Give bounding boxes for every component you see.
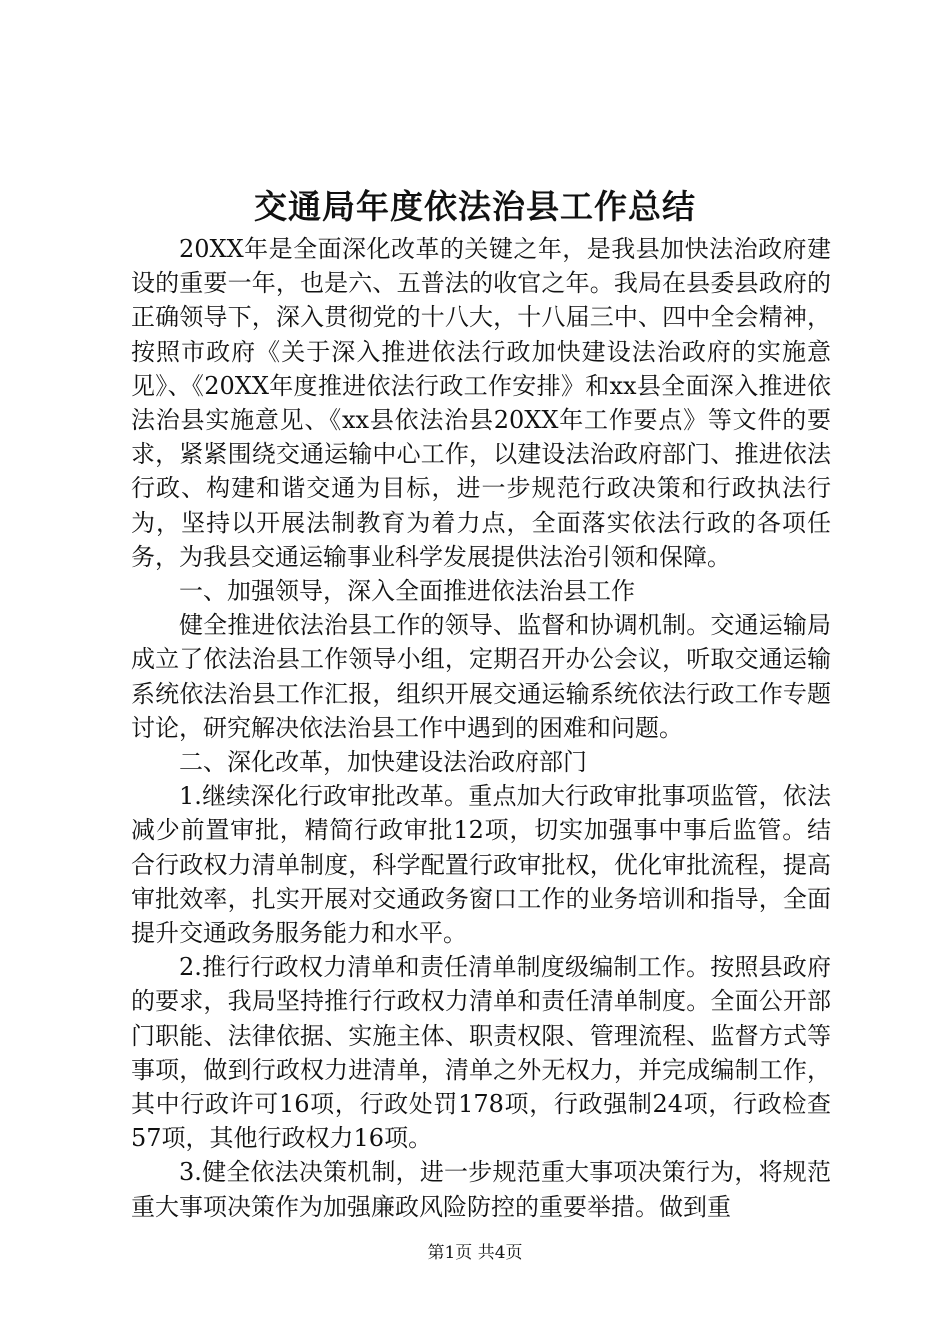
paragraph-intro: 20XX年是全面深化改革的关键之年，是我县加快法治政府建设的重要一年，也是六、五普法的收官之年。我局在县委县政府的正确领导下，深入贯彻党的十八大，十八届三中、四中全会精神，按照市政府《关于深入推进依法行政加快建设法治政府的实施意见》、《20XX年度推进依法行政工作安排》和xx县全面深入推进依法治县实施意见、《xx县依法治县20XX年工作要点》等文件的要求，紧紧围绕交通运输中心工作，以建设法治政府部门、推进依法行政、构建和谐交通为目标，进一步规范行政决策和行政执法行为，坚持以开展法制教育为着力点，全面落实依法行政的各项任务，为我县交通运输事业科学发展提供法治引领和保障。 bbox=[131, 235, 831, 571]
section-heading-1: 一、加强领导，深入全面推进依法治县工作 bbox=[179, 577, 635, 606]
document-title: 交通局年度依法治县工作总结 bbox=[254, 187, 696, 226]
paragraph-item-3: 3.健全依法决策机制，进一步规范重大事项决策行为，将规范重大事项决策作为加强廉政风险防控的重要举措。做到重 bbox=[131, 1158, 831, 1221]
section-heading-2: 二、深化改革，加快建设法治政府部门 bbox=[179, 748, 587, 777]
paragraph-section-1: 健全推进依法治县工作的领导、监督和协调机制。交通运输局成立了依法治县工作领导小组，定期召开办公会议，听取交通运输系统依法治县工作汇报，组织开展交通运输系统依法行政工作专题讨论，研究解决依法治县工作中遇到的困难和问题。 bbox=[131, 611, 831, 742]
document-body bbox=[131, 232, 831, 1224]
paragraph-item-2: 2.推行行政权力清单和责任清单制度级编制工作。按照县政府的要求，我局坚持推行行政权力清单和责任清单制度。全面公开部门职能、法律依据、实施主体、职责权限、管理流程、监督方式等事项，做到行政权力进清单，清单之外无权力，并完成编制工作，其中行政许可16项，行政处罚178项，行政强制24项，行政检查57项，其他行政权力16项。 bbox=[131, 953, 831, 1153]
paragraph-item-1: 1.继续深化行政审批改革。重点加大行政审批事项监管，依法减少前置审批，精简行政审批12项，切实加强事中事后监管。结合行政权力清单制度，科学配置行政审批权，优化审批流程，提高审批效率，扎实开展对交通政务窗口工作的业务培训和指导，全面提升交通政务服务能力和水平。 bbox=[131, 782, 831, 948]
page-footer: 第1页 共4页 bbox=[427, 1243, 523, 1263]
